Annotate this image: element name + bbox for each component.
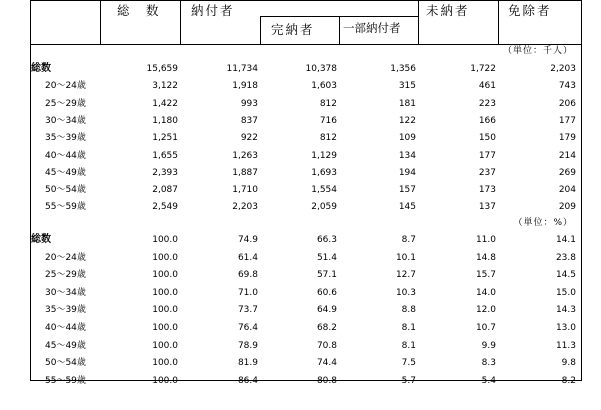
table-cell: 11.3 [555, 340, 576, 351]
table-cell: 1,918 [232, 81, 258, 92]
row-label-total: 総数 [31, 234, 51, 245]
table-cell: 8.7 [401, 235, 416, 245]
table-cell: 315 [398, 81, 416, 92]
percent-unit-note: （単位：%） [513, 218, 573, 228]
row-label-age-group: 30～34歳 [45, 115, 86, 126]
table-cell: 73.7 [237, 305, 258, 316]
table-cell: 743 [558, 81, 576, 92]
table-cell: 100.0 [152, 358, 178, 369]
table-cell: 12.0 [475, 305, 496, 316]
table-cell: 71.0 [237, 287, 258, 298]
table-cell: 1,251 [152, 133, 178, 144]
table-cell: 1,180 [152, 115, 178, 126]
table-cell: 14.1 [555, 235, 576, 245]
table-cell: 1,554 [311, 185, 337, 196]
table-cell: 9.8 [561, 358, 576, 369]
col-divider-5 [418, 0, 419, 44]
table-cell: 3,122 [152, 81, 178, 92]
table-cell: 70.8 [316, 340, 337, 351]
table-cell: 57.1 [316, 270, 337, 281]
table-cell: 8.3 [481, 358, 496, 369]
table-cell: 8.2 [561, 375, 576, 386]
row-label-age-group: 45～49歳 [45, 167, 86, 178]
table-cell: 66.3 [316, 235, 337, 245]
table-cell: 12.7 [395, 270, 416, 281]
table-cell: 206 [558, 98, 576, 109]
table-cell: 74.4 [316, 358, 337, 369]
row-label-age-group: 45～49歳 [45, 340, 86, 351]
table-cell: 61.4 [237, 252, 258, 263]
statistics-table [30, 0, 582, 386]
table-cell: 5.7 [401, 375, 416, 386]
table-cell: 8.8 [401, 305, 416, 316]
header-total: 総 数 [117, 3, 161, 18]
table-cell: 812 [319, 133, 337, 144]
row-label-age-group: 25～29歳 [45, 270, 86, 281]
row-label-total: 総数 [31, 63, 51, 74]
table-cell: 134 [398, 150, 416, 161]
table-cell: 2,549 [152, 202, 178, 213]
table-cell: 100.0 [152, 287, 178, 298]
header-exempt: 免除者 [508, 3, 552, 18]
table-cell: 8.1 [401, 340, 416, 351]
table-cell: 13.0 [555, 323, 576, 333]
row-label-age-group: 40～44歳 [45, 323, 86, 333]
table-cell: 80.8 [316, 375, 337, 386]
table-cell: 837 [240, 115, 258, 126]
table-cell: 1,655 [152, 150, 178, 161]
table-cell: 69.8 [237, 270, 258, 281]
count-unit-note: （単位：千人） [502, 46, 573, 56]
table-cell: 157 [398, 185, 416, 196]
table-cell: 204 [558, 185, 576, 196]
table-cell: 9.9 [481, 340, 496, 351]
table-cell: 2,059 [311, 202, 337, 213]
table-cell: 78.9 [237, 340, 258, 351]
table-cell: 8.1 [401, 323, 416, 333]
table-cell: 100.0 [152, 252, 178, 263]
table-cell: 11,734 [226, 64, 258, 74]
table-cell: 14.5 [555, 270, 576, 281]
table-cell: 2,203 [550, 64, 576, 74]
table-cell: 137 [478, 202, 496, 213]
table-cell: 64.9 [316, 305, 337, 316]
table-cell: 194 [398, 167, 416, 178]
table-cell: 145 [398, 202, 416, 213]
table-cell: 60.6 [316, 287, 337, 298]
table-cell: 2,087 [152, 185, 178, 196]
table-cell: 100.0 [152, 340, 178, 351]
table-cell: 922 [240, 133, 258, 144]
table-cell: 5.4 [481, 375, 496, 386]
col-divider-4 [339, 16, 340, 44]
header-paid: 納付者 [191, 3, 235, 18]
table-cell: 11.0 [475, 235, 496, 245]
table-cell: 812 [319, 98, 337, 109]
table-cell: 100.0 [152, 375, 178, 386]
table-cell: 150 [478, 133, 496, 144]
header-fully-paid: 完納者 [271, 22, 315, 37]
row-label-age-group: 25～29歳 [45, 98, 86, 109]
table-cell: 23.8 [555, 252, 576, 263]
table-cell: 10.7 [475, 323, 496, 333]
table-cell: 1,693 [311, 167, 337, 178]
table-cell: 1,422 [152, 98, 178, 109]
table-cell: 100.0 [152, 323, 178, 333]
table-cell: 177 [478, 150, 496, 161]
table-cell: 14.0 [475, 287, 496, 298]
table-cell: 100.0 [152, 305, 178, 316]
table-cell: 51.4 [316, 252, 337, 263]
row-label-age-group: 50～54歳 [45, 358, 86, 369]
header-partially-paid: 一部納付者 [343, 21, 401, 35]
table-cell: 179 [558, 133, 576, 144]
table-cell: 1,887 [232, 167, 258, 178]
table-cell: 81.9 [237, 358, 258, 369]
table-cell: 1,722 [470, 64, 496, 74]
table-cell: 68.2 [316, 323, 337, 333]
row-label-age-group: 20～24歳 [45, 252, 86, 263]
row-label-age-group: 55～59歳 [45, 202, 86, 213]
row-label-age-group: 30～34歳 [45, 287, 86, 298]
table-cell: 214 [558, 150, 576, 161]
table-cell: 76.4 [237, 323, 258, 333]
table-cell: 209 [558, 202, 576, 213]
table-cell: 122 [398, 115, 416, 126]
table-cell: 10,378 [305, 64, 337, 74]
table-cell: 461 [478, 81, 496, 92]
row-label-age-group: 35～39歳 [45, 305, 86, 316]
row-label-age-group: 50～54歳 [45, 185, 86, 196]
table-cell: 177 [558, 115, 576, 126]
row-label-age-group: 55～59歳 [45, 375, 86, 386]
table-cell: 100.0 [152, 270, 178, 281]
table-cell: 173 [478, 185, 496, 196]
table-cell: 1,129 [311, 150, 337, 161]
table-cell: 181 [398, 98, 416, 109]
table-cell: 100.0 [152, 235, 178, 245]
header-unpaid: 未納者 [426, 3, 470, 18]
table-cell: 1,603 [311, 81, 337, 92]
table-cell: 7.5 [401, 358, 416, 369]
col-divider-3 [260, 16, 261, 44]
table-cell: 14.8 [475, 252, 496, 263]
table-cell: 10.3 [395, 287, 416, 298]
table-cell: 15.7 [475, 270, 496, 281]
table-cell: 74.9 [237, 235, 258, 245]
table-cell: 166 [478, 115, 496, 126]
table-cell: 1,263 [232, 150, 258, 161]
table-cell: 223 [478, 98, 496, 109]
col-divider-1 [100, 0, 101, 44]
table-cell: 269 [558, 167, 576, 178]
row-label-age-group: 35～39歳 [45, 133, 86, 144]
table-cell: 237 [478, 167, 496, 178]
row-label-age-group: 40～44歳 [45, 150, 86, 161]
table-cell: 15,659 [146, 64, 178, 74]
table-cell: 2,393 [152, 167, 178, 178]
table-cell: 1,356 [390, 64, 416, 74]
table-cell: 716 [319, 115, 337, 126]
table-cell: 109 [398, 133, 416, 144]
table-cell: 993 [240, 98, 258, 109]
col-divider-2 [180, 0, 181, 44]
table-cell: 2,203 [232, 202, 258, 213]
table-cell: 14.3 [555, 305, 576, 316]
table-cell: 86.4 [237, 375, 258, 386]
row-label-age-group: 20～24歳 [45, 81, 86, 92]
header-bottom-border [31, 44, 581, 45]
col-divider-6 [498, 0, 499, 44]
table-cell: 1,710 [232, 185, 258, 196]
table-cell: 10.1 [395, 252, 416, 263]
table-cell: 15.0 [555, 287, 576, 298]
